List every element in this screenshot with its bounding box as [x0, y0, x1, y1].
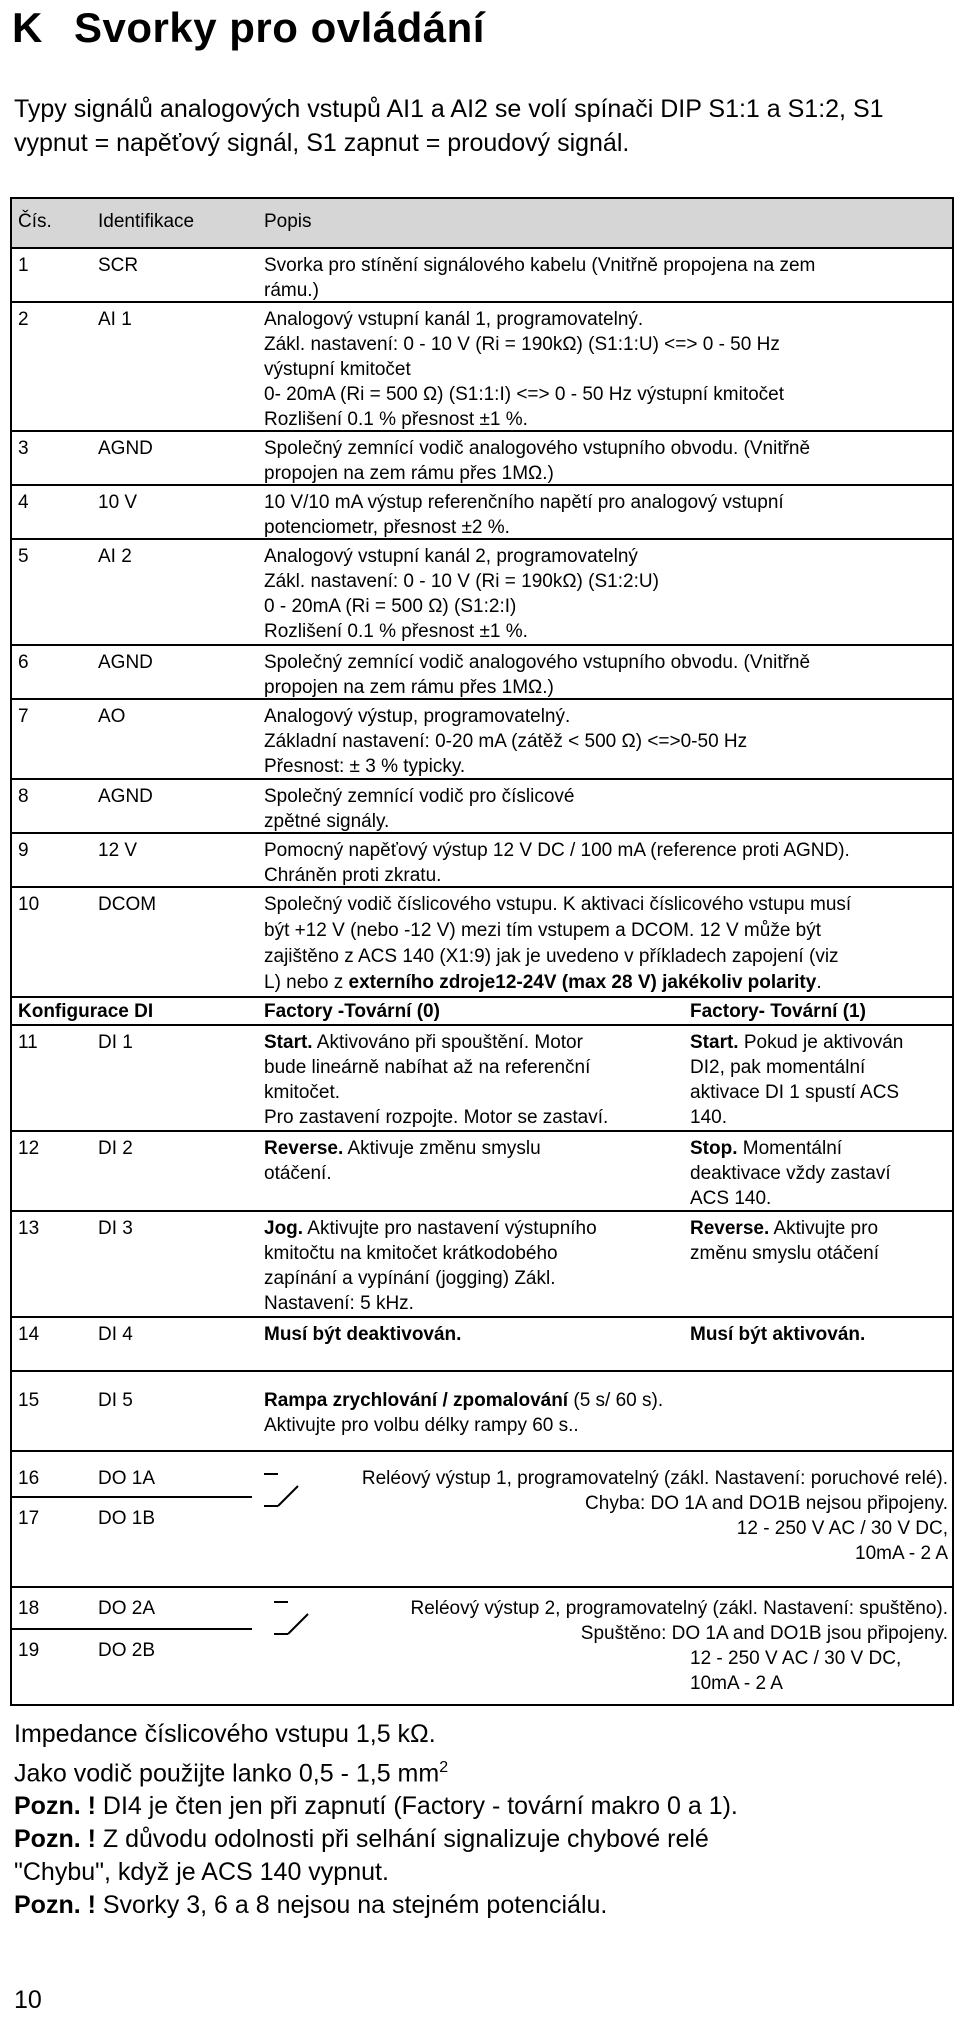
desc-line: Základní nastavení: 0-20 mA (zátěž < 500 Ω) <=>0-50 Hz: [264, 731, 748, 752]
relay-2-block: [12, 1588, 952, 1704]
row-num: 19: [18, 1640, 40, 1661]
factory-0-label: Factory -Tovární (0): [264, 1001, 440, 1022]
row-num: 12: [18, 1138, 40, 1159]
row-num: 16: [18, 1468, 40, 1489]
note-impedance: Impedance číslicového vstupu 1,5 kΩ.: [14, 1720, 436, 1748]
row-num: 3: [18, 438, 29, 459]
row-id: 12 V: [98, 840, 138, 861]
relay-2-rating: 12 - 250 V AC / 30 V DC,: [690, 1648, 902, 1669]
row-desc: Rampa zrychlování / zpomalování (5 s/ 60 s). Aktivujte pro volbu délky rampy 60 s..: [264, 1390, 664, 1436]
row-num: 17: [18, 1508, 40, 1529]
row-num: 4: [18, 492, 29, 513]
relay-2-desc: Reléový výstup 2, programovatelný (zákl. Nastavení: spuštěno).: [410, 1598, 948, 1619]
relay-1-current: 10mA - 2 A: [855, 1543, 948, 1564]
desc-line: Rozlišení 0.1 % přesnost ±1 %.: [264, 409, 528, 430]
row-num: 7: [18, 706, 29, 727]
factory-0-desc: Jog. Aktivujte pro nastavení výstupního kmitočtu na kmitočet krátkodobého zapínání a vypínání (jogging) Zákl. Nastavení: 5 kHz.: [264, 1218, 597, 1314]
desc-line: rámu.): [264, 280, 319, 301]
desc-line: Zákl. nastavení: 0 - 10 V (Ri = 190kΩ) (S1:1:U) <=> 0 - 50 Hz: [264, 334, 780, 355]
table-row: [12, 540, 952, 646]
relay-1-rating: 12 - 250 V AC / 30 V DC,: [736, 1518, 948, 1539]
factory-0-desc: Reverse. Aktivuje změnu smyslu otáčení.: [264, 1138, 541, 1184]
table-row: [12, 700, 952, 780]
desc-line: Přesnost: ± 3 % typicky.: [264, 756, 466, 777]
row-num: 18: [18, 1598, 40, 1619]
row-desc: [264, 650, 944, 700]
note-pozn-2: Pozn. ! Z důvodu odolnosti při selhání signalizuje chybové relé: [14, 1825, 709, 1854]
di-row: [12, 1132, 952, 1212]
note-pozn-3: Pozn. ! Svorky 3, 6 a 8 nejsou na stejném potenciálu.: [14, 1891, 608, 1920]
di-row: [12, 1026, 952, 1132]
config-label: Konfigurace DI: [18, 1001, 154, 1022]
row-id: DO 2B: [98, 1640, 156, 1661]
row-num: 10: [18, 894, 40, 915]
divider: [12, 1496, 252, 1498]
row-id: DO 1B: [98, 1508, 156, 1529]
di5-row: [12, 1372, 952, 1452]
factory-1-desc: Musí být aktivován.: [690, 1324, 866, 1345]
page-title: [12, 4, 485, 52]
row-id: DO 1A: [98, 1468, 156, 1489]
note-pozn-1: Pozn. ! DI4 je čten jen při zapnutí (Factory - tovární makro 0 a 1).: [14, 1792, 738, 1821]
desc-line: Analogový vstupní kanál 2, programovatelný: [264, 546, 638, 567]
row-num: 6: [18, 652, 29, 673]
row-id: AGND: [98, 438, 153, 459]
desc-line: Chráněn proti zkratu.: [264, 865, 442, 886]
desc-line: Pomocný napěťový výstup 12 V DC / 100 mA (reference proti AGND).: [264, 840, 850, 861]
row-num: 13: [18, 1218, 40, 1239]
relay-2-state: Spuštěno: DO 1A and DO1B jsou připojeny.: [580, 1623, 948, 1644]
relay-contact-icon: [264, 1470, 314, 1510]
di-row: [12, 1212, 952, 1318]
row-desc: [264, 892, 944, 996]
desc-line: Společný zemnící vodič analogového vstupního obvodu. (Vnitřně: [264, 652, 811, 673]
row-id: DO 2A: [98, 1598, 156, 1619]
row-num: 2: [18, 309, 29, 330]
desc-line: 0 - 20mA (Ri = 500 Ω) (S1:2:I): [264, 596, 517, 617]
config-header: [12, 998, 952, 1026]
row-id: DCOM: [98, 894, 157, 915]
row-desc: [264, 784, 944, 834]
desc-line: výstupní kmitočet: [264, 359, 411, 380]
factory-1-desc: Reverse. Aktivujte pro změnu smyslu otáčení: [690, 1218, 880, 1264]
page-number: 10: [14, 1986, 42, 2014]
relay-1-state: Chyba: DO 1A and DO1B nejsou připojeny.: [585, 1493, 948, 1514]
relay-2-current: 10mA - 2 A: [690, 1673, 783, 1694]
row-desc: [264, 544, 944, 644]
desc-line: propojen na zem rámu přes 1MΩ.): [264, 463, 554, 484]
intro-paragraph: Typy signálů analogových vstupů AI1 a AI2 se volí spínači DIP S1:1 a S1:2, S1 vypnut = napěťový signál, S1 zapnut = proudový signál.: [14, 95, 884, 157]
row-id: DI 5: [98, 1390, 133, 1411]
row-id: SCR: [98, 255, 139, 276]
desc-line: propojen na zem rámu přes 1MΩ.): [264, 677, 554, 698]
row-id: AO: [98, 706, 126, 727]
header-num: Čís.: [18, 211, 52, 232]
row-desc: [264, 307, 944, 432]
di-row: [12, 1318, 952, 1372]
header-id: Identifikace: [98, 211, 195, 232]
terminal-table: [10, 197, 954, 1706]
desc-line: L) nebo z externího zdroje12-24V (max 28 V) jakékoliv polarity.: [264, 972, 822, 993]
relay-1-desc: Reléový výstup 1, programovatelný (zákl. Nastavení: poruchové relé).: [361, 1468, 948, 1489]
row-id: DI 3: [98, 1218, 133, 1239]
table-row: [12, 780, 952, 834]
table-row: [12, 646, 952, 700]
row-id: AGND: [98, 652, 153, 673]
row-num: 1: [18, 255, 29, 276]
row-num: 15: [18, 1390, 40, 1411]
desc-line: 0- 20mA (Ri = 500 Ω) (S1:1:I) <=> 0 - 50 Hz výstupní kmitočet: [264, 384, 785, 405]
row-id: AI 1: [98, 309, 132, 330]
factory-1-label: Factory- Tovární (1): [690, 1001, 866, 1022]
desc-line: Společný zemnící vodič analogového vstupního obvodu. (Vnitřně: [264, 438, 811, 459]
row-num: 8: [18, 786, 29, 807]
desc-line: Společný zemnící vodič pro číslicové: [264, 786, 575, 807]
desc-line: 10 V/10 mA výstup referenčního napětí pro analogový vstupní: [264, 492, 784, 513]
header-desc: Popis: [264, 211, 312, 232]
table-row: [12, 303, 952, 432]
desc-line: Analogový výstup, programovatelný.: [264, 706, 571, 727]
desc-line: zpětné signály.: [264, 811, 390, 832]
factory-0-desc: Musí být deaktivován.: [264, 1324, 462, 1345]
row-id: AI 2: [98, 546, 132, 567]
table-row: [12, 249, 952, 303]
table-row: [12, 432, 952, 486]
row-num: 11: [18, 1032, 38, 1053]
row-desc: [264, 490, 944, 540]
desc-line: být +12 V (nebo -12 V) mezi tím vstupem a DCOM. 12 V může být: [264, 920, 822, 941]
table-row: [12, 888, 952, 998]
row-num: 9: [18, 840, 29, 861]
row-desc: [264, 436, 944, 486]
note-wire: Jako vodič použijte lanko 0,5 - 1,5 $mm^2$: [14, 1759, 449, 1788]
relay-1-block: [12, 1452, 952, 1588]
desc-line: potenciometr, přesnost ±2 %.: [264, 517, 510, 538]
desc-line: Analogový vstupní kanál 1, programovatelný.: [264, 309, 644, 330]
row-num: 14: [18, 1324, 40, 1345]
row-desc: [264, 838, 944, 888]
row-desc: [264, 253, 944, 303]
divider: [12, 1628, 252, 1630]
desc-line: Společný vodič číslicového vstupu. K aktivaci číslicového vstupu musí: [264, 894, 852, 915]
row-desc: [264, 704, 944, 779]
factory-0-desc: Start. Aktivováno při spouštění. Motor bude lineárně nabíhat až na referenční kmitočet. Pro zastavení rozpojte. Motor se zastaví.: [264, 1032, 609, 1128]
row-num: 5: [18, 546, 29, 567]
notes: [14, 1718, 944, 1922]
section-letter: K: [12, 4, 43, 51]
row-id: DI 4: [98, 1324, 133, 1345]
table-row: [12, 834, 952, 888]
section-title: Svorky pro ovládání: [74, 4, 485, 51]
factory-1-desc: Start. Pokud je aktivován DI2, pak momentální aktivace DI 1 spustí ACS 140.: [690, 1032, 904, 1128]
row-id: 10 V: [98, 492, 138, 513]
row-id: AGND: [98, 786, 153, 807]
factory-1-desc: Stop. Momentální deaktivace vždy zastaví ACS 140.: [690, 1138, 891, 1209]
desc-line: zajištěno z ACS 140 (X1:9) jak je uvedeno v příkladech zapojení (viz: [264, 946, 839, 967]
desc-line: Zákl. nastavení: 0 - 10 V (Ri = 190kΩ) (S1:2:U): [264, 571, 659, 592]
desc-line: Rozlišení 0.1 % přesnost ±1 %.: [264, 621, 528, 642]
desc-line: Svorka pro stínění signálového kabelu (Vnitřně propojena na zem: [264, 255, 816, 276]
table-row: [12, 486, 952, 540]
row-id: DI 2: [98, 1138, 133, 1159]
note-pozn-2-cont: "Chybu", když je ACS 140 vypnut.: [14, 1858, 389, 1887]
row-id: DI 1: [98, 1032, 133, 1053]
table-header: [12, 199, 952, 249]
